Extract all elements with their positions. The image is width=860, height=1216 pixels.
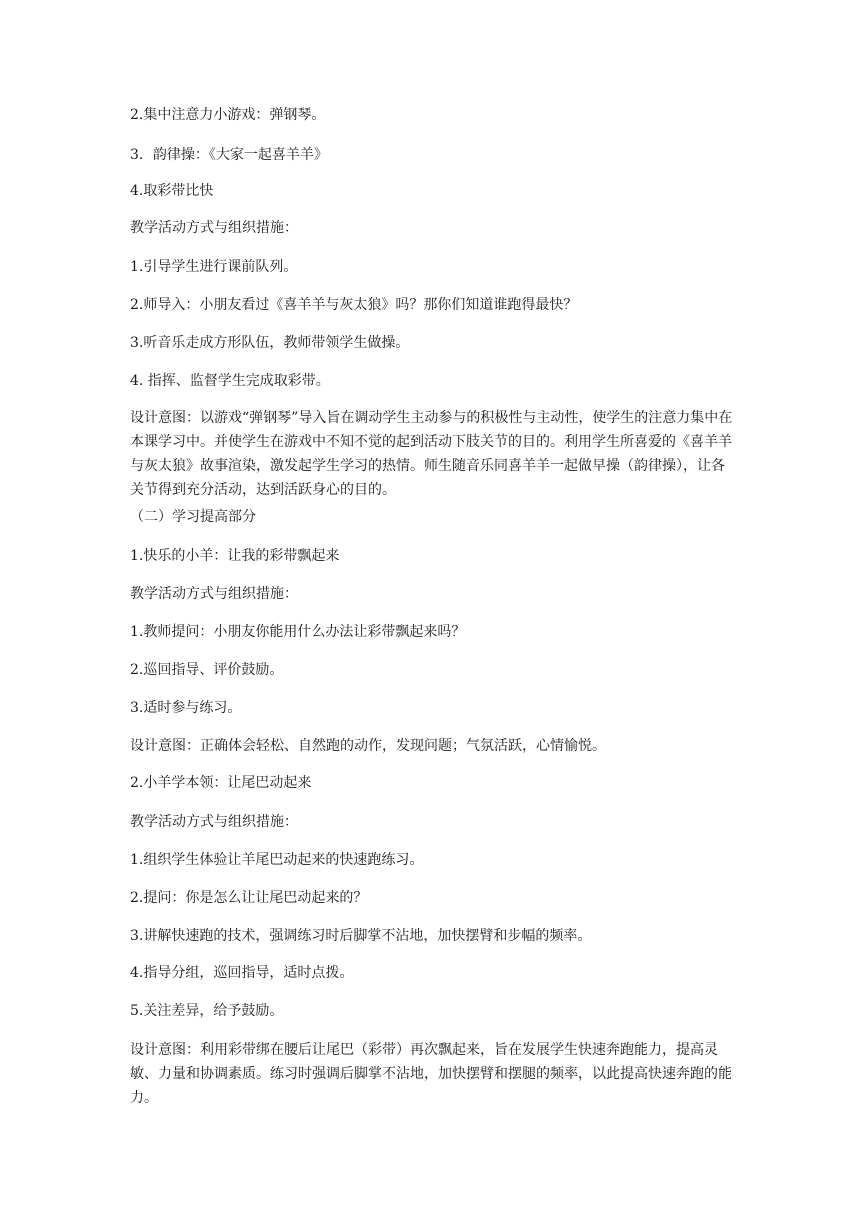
paragraph-17: 2.小羊学本领：让尾巴动起来 <box>130 775 312 791</box>
paragraph-2: 3．韵律操：《大家一起喜羊羊》 <box>130 147 328 163</box>
section-heading: （二）学习提高部分 <box>130 509 256 525</box>
paragraph-5: 1.引导学生进行课前队列。 <box>130 259 298 275</box>
paragraph-19: 1.组织学生体验让羊尾巴动起来的快速跑练习。 <box>130 852 424 868</box>
paragraph-18: 教学活动方式与组织措施： <box>130 814 298 830</box>
paragraph-3: 4.取彩带比快 <box>130 183 214 199</box>
paragraph-9: 设计意图：以游戏“弹钢琴”导入旨在调动学生主动参与的积极性与主动性，使学生的注意力集中在本课学习中。并使学生在游戏中不知不觉的起到活动下肢关节的目的。利用学生所喜爱的《喜羊羊与灰太狼》故事渲染，激发起学生学习的热情。师生随音乐同喜羊羊一起做早操（韵律操），让各关节得到充分活动，达到活跃身心的目的。 <box>130 410 733 498</box>
paragraph-21: 3.讲解快速跑的技术，强调练习时后脚掌不沾地，加快摆臂和步幅的频率。 <box>130 928 592 944</box>
paragraph-24: 设计意图：利用彩带绑在腰后让尾巴（彩带）再次飘起来，旨在发展学生快速奔跑能力，提高灵敏、力量和协调素质。练习时强调后脚掌不沾地，加快摆臂和摆腿的频率，以此提高快速奔跑的能力。 <box>130 1042 732 1106</box>
paragraph-20: 2.提问：你是怎么让让尾巴动起来的？ <box>130 890 368 906</box>
paragraph-15: 3.适时参与练习。 <box>130 700 242 716</box>
paragraph-12: 教学活动方式与组织措施： <box>130 586 298 602</box>
paragraph-16: 设计意图：正确体会轻松、自然跑的动作，发现问题；气氛活跃，心情愉悦。 <box>130 738 606 754</box>
paragraph-4: 教学活动方式与组织措施： <box>130 220 298 236</box>
paragraph-6: 2.师导入：小朋友看过《喜羊羊与灰太狼》吗？那你们知道谁跑得最快？ <box>130 297 578 313</box>
paragraph-13: 1.教师提问：小朋友你能用什么办法让彩带飘起来吗？ <box>130 624 466 640</box>
paragraph-1: 2.集中注意力小游戏：弹钢琴。 <box>130 107 326 123</box>
paragraph-8: 4. 指挥、监督学生完成取彩带。 <box>130 373 330 389</box>
paragraph-22: 4.指导分组，巡回指导，适时点拨。 <box>130 965 354 981</box>
paragraph-7: 3.听音乐走成方形队伍，教师带领学生做操。 <box>130 335 410 351</box>
paragraph-11: 1.快乐的小羊：让我的彩带飘起来 <box>130 548 340 564</box>
paragraph-14: 2.巡回指导、评价鼓励。 <box>130 662 284 678</box>
paragraph-23: 5.关注差异，给予鼓励。 <box>130 1003 284 1019</box>
